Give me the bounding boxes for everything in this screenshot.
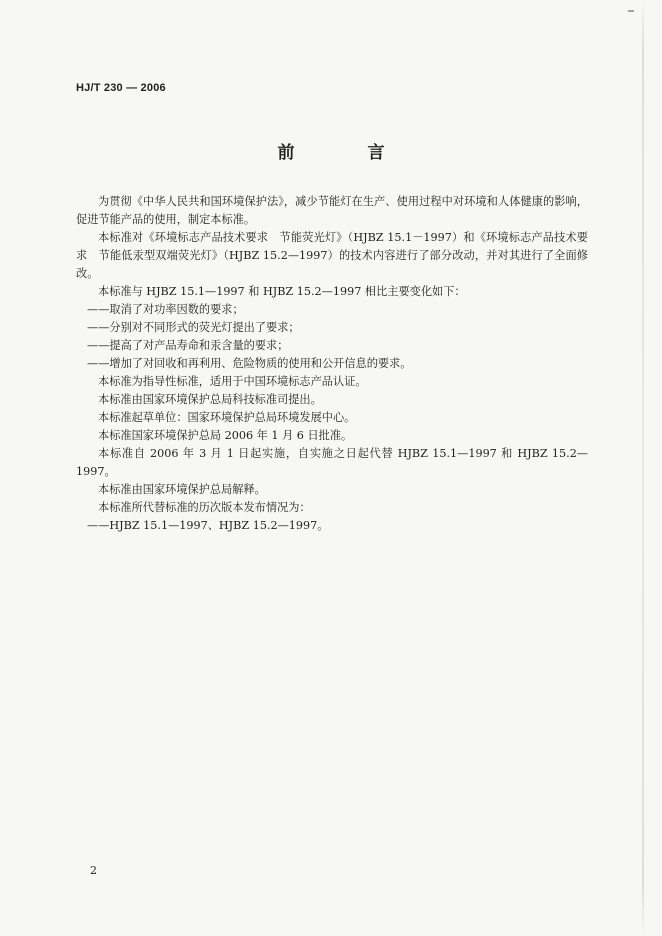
standard-code: HJ/T 230 — 2006 <box>76 82 166 94</box>
paragraph-proposer: 本标准由国家环境保护总局科技标准司提出。 <box>98 393 322 406</box>
paragraph-interpretation: 本标准由国家环境保护总局解释。 <box>98 483 266 496</box>
paragraph-revision: 本标准对《环境标志产品技术要求 节能荧光灯》（HJBZ 15.1－1997）和《环境标志产品技术要求 节能低汞型双端荧光灯》（HJBZ 15.2—1997）的技术内容进行了部分改动，并对其进行了全面修改。 <box>76 231 588 280</box>
document-body <box>76 193 588 535</box>
paragraph-purpose: 为贯彻《中华人民共和国环境保护法》，减少节能灯在生产、使用过程中对环境和人体健康的影响，促进节能产品的使用，制定本标准。 <box>76 195 588 226</box>
paragraph-drafter: 本标准起草单位：国家环境保护总局环境发展中心。 <box>98 411 356 424</box>
list-item-change-2: ——分别对不同形式的荧光灯提出了要求； <box>87 321 300 334</box>
list-item-change-3: ——提高了对产品寿命和汞含量的要求； <box>87 339 289 352</box>
list-item-change-1: ——取消了对功率因数的要求； <box>87 303 244 316</box>
paragraph-effective: 本标准自 2006 年 3 月 1 日起实施，自实施之日起代替 HJBZ 15.1—1997 和 HJBZ 15.2—1997。 <box>76 447 588 478</box>
paragraph-scope: 本标准为指导性标准，适用于中国环境标志产品认证。 <box>98 375 367 388</box>
scan-edge-mark <box>628 10 634 22</box>
paragraph-history-intro: 本标准所代替标准的历次版本发布情况为： <box>98 501 311 514</box>
paragraph-approval: 本标准国家环境保护总局 2006 年 1 月 6 日批准。 <box>98 429 353 442</box>
page-number: 2 <box>90 864 97 877</box>
paragraph-changes-intro: 本标准与 HJBZ 15.1—1997 和 HJBZ 15.2—1997 相比主要变化如下： <box>98 285 466 298</box>
list-item-change-4: ——增加了对回收和再利用、危险物质的使用和公开信息的要求。 <box>87 357 412 370</box>
list-item-history: ——HJBZ 15.1—1997、HJBZ 15.2—1997。 <box>87 519 329 532</box>
page-title: 前 言 <box>277 143 413 163</box>
